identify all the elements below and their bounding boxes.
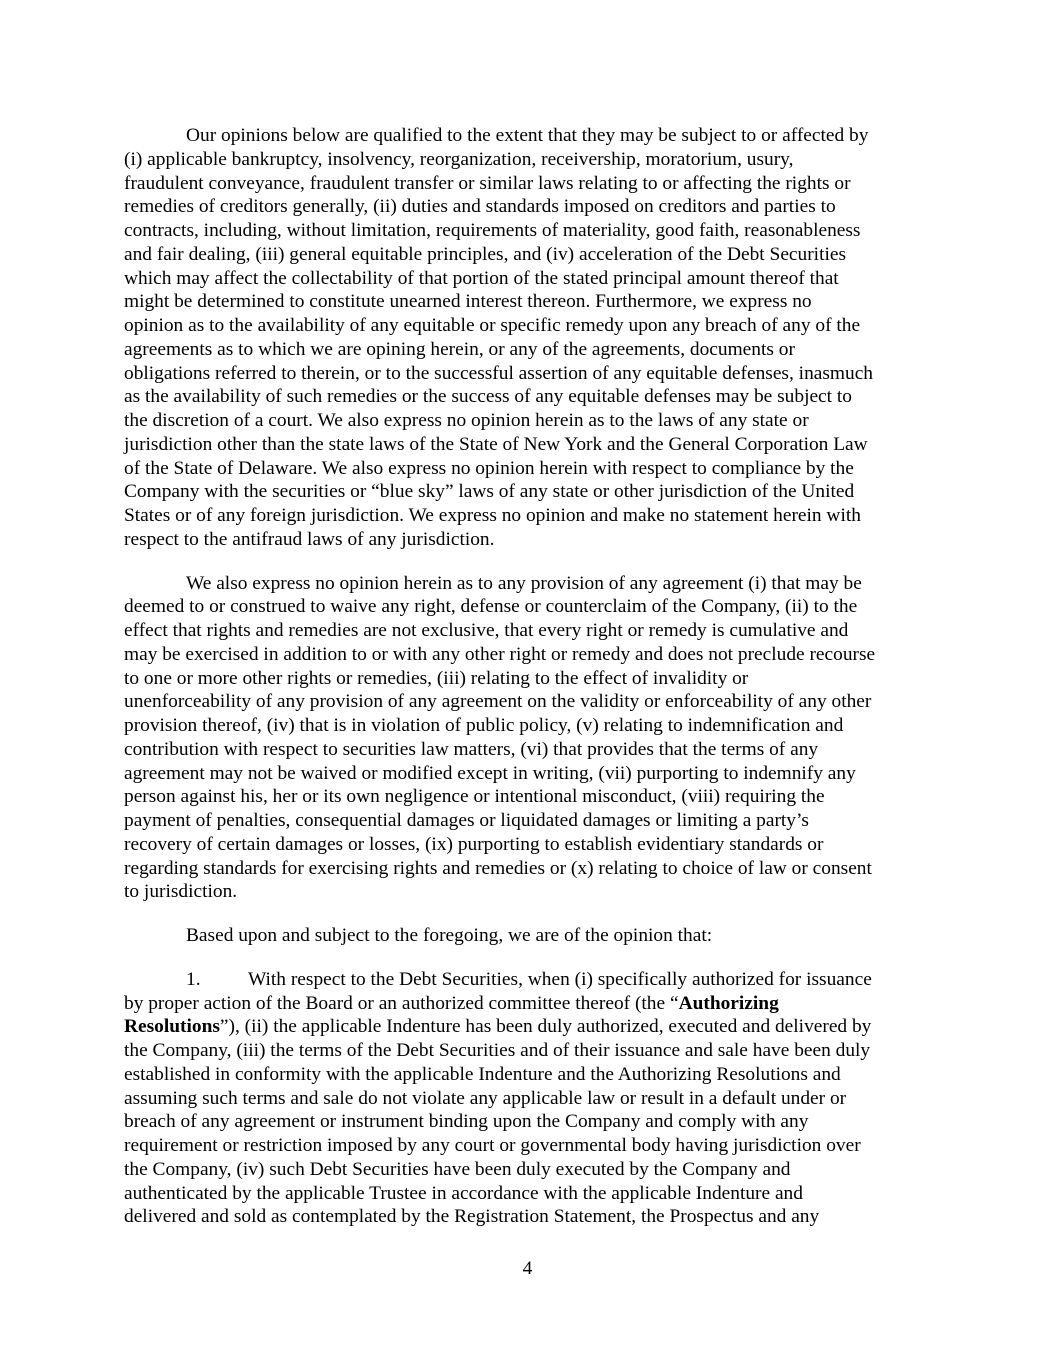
numbered-paragraph-lead-text: With respect to the Debt Securities, when (i) specifically authorized for issuance by proper action of the Board or an authorized committee thereof (the “ xyxy=(124,968,872,1014)
paragraph-qualifications-text: Our opinions below are qualified to the extent that they may be subject to or affected by (i) applicable bankruptcy, insolvency, reorganization, receivership, moratorium, usury, fraudulent conveyance, fraudulent transfer or similar laws relating to or affecting the rights or remedies of creditors generally, (ii) duties and standards imposed on creditors and parties to contracts, including, without limitation, requirements of materiality, good faith, reasonableness and fair dealing, (iii) general equitable principles, and (iv) acceleration of the Debt Securities which may affect the collectability of that portion of the stated principal amount thereof that might be determined to constitute unearned interest thereon. Furthermore, we express no opinion as to the availability of any equitable or specific remedy upon any breach of any of the agreements as to which we are opining herein, or any of the agreements, documents or obligations referred to therein, or to the successful assertion of any equitable defenses, inasmuch as the availability of such remedies or the success of any equitable defenses may be subject to the discretion of a court. We also express no opinion herein as to the laws of any state or jurisdiction other than the state laws of the State of New York and the General Corporation Law of the State of Delaware. We also express no opinion herein with respect to compliance by the Company with the securities or “blue sky” laws of any state or other jurisdiction of the United States or of any foreign jurisdiction. We express no opinion and make no statement herein with respect to the antifraud laws of any jurisdiction. xyxy=(124,125,873,550)
numbered-paragraph-rest-text: ”), (ii) the applicable Indenture has been duly authorized, executed and delivered by the Company, (iii) the terms of the Debt Securities and of their issuance and sale have been duly established in conformity with the applicable Indenture and the Authorizing Resolutions and assuming such terms and sale do not violate any applicable law or result in a default under or breach of any agreement or instrument binding upon the Company and comply with any requirement or restriction imposed by any court or governmental body having jurisdiction over the Company, (iv) such Debt Securities have been duly executed by the Company and authenticated by the applicable Trustee in accordance with the applicable Indenture and delivered and sold as contemplated by the Registration Statement, the Prospectus and any xyxy=(124,1016,872,1228)
paragraph-no-opinion-provisions xyxy=(124,572,934,905)
page-number: 4 xyxy=(522,1258,533,1279)
numbered-paragraph-1 xyxy=(124,968,934,1229)
paragraph-number: 1. xyxy=(186,968,201,990)
paragraph-qualifications xyxy=(124,124,934,552)
defined-term-authorizing-resolutions: Authorizing Resolutions xyxy=(124,992,779,1038)
paragraph-opinion-intro-text: Based upon and subject to the foregoing, we are of the opinion that: xyxy=(186,925,713,946)
paragraph-opinion-intro xyxy=(124,924,934,948)
paragraph-no-opinion-provisions-text: We also express no opinion herein as to any provision of any agreement (i) that may be deemed to or construed to waive any right, defense or counterclaim of the Company, (ii) to the effect that rights and remedies are not exclusive, that every right or remedy is cumulative and may be exercised in addition to or with any other right or remedy and does not preclude recourse to one or more other rights or remedies, (iii) relating to the effect of invalidity or unenforceability of any provision of any agreement on the validity or enforceability of any other provision thereof, (iv) that is in violation of public policy, (v) relating to indemnification and contribution with respect to securities law matters, (vi) that provides that the terms of any agreement may not be waived or modified except in writing, (vii) purporting to indemnify any person against his, her or its own negligence or intentional misconduct, (viii) requiring the payment of penalties, consequential damages or liquidated damages or limiting a party’s recovery of certain damages or losses, (ix) purporting to establish evidentiary standards or regarding standards for exercising rights and remedies or (x) relating to choice of law or consent to jurisdiction. xyxy=(124,572,876,903)
document-body xyxy=(124,124,934,1249)
